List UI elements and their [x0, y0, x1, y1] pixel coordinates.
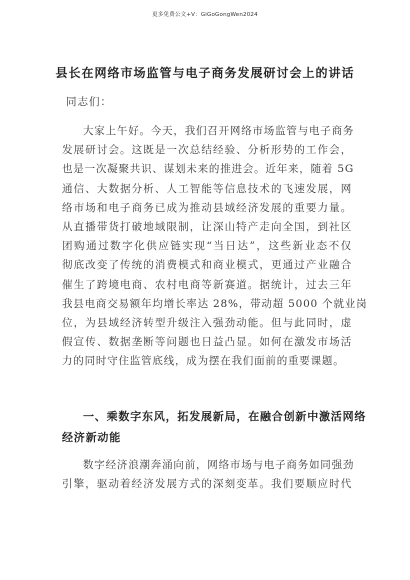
paragraph-line: 引擎，驱动着经济发展方式的深刻变革。我们要顺应时代 [62, 478, 352, 491]
paragraph-line: 假宣传、数据垄断等问题也日益凸显。如何在激发市场活 [62, 336, 352, 349]
paragraph-line: 也是一次凝聚共识、谋划未来的推进会。近年来，随着 5G [62, 163, 355, 176]
paragraph-line: 大家上午好。今天，我们召开网络市场监管与电子商务 [83, 125, 355, 137]
paragraph-line: 力的同时守住监管底线，成为摆在我们面前的重要课题。 [62, 355, 345, 368]
paragraph-line: 催生了跨境电商、农村电商等新赛道。据统计，过去三年 [62, 278, 352, 291]
paragraph-line: 位，为县域经济转型升级注入强劲动能。但与此同时，虚 [62, 316, 352, 329]
paragraph-line: 我县电商交易额年均增长率达 28%，带动超 5000 个就业岗 [62, 297, 368, 310]
paragraph-line: 数字经济浪潮奔涌向前，网络市场与电子商务如同强劲 [83, 459, 355, 471]
heading-line: 一、乘数字东风，拓发展新局，在融合创新中激活网络 [83, 410, 367, 423]
paragraph-1 [62, 122, 368, 371]
document-title: 县长在网络市场监管与电子商务发展研讨会上的讲话 [55, 66, 355, 80]
paragraph-line: 络市场和电子商务已成为推动县域经济发展的重要力量。 [62, 201, 352, 214]
section-heading-1 [62, 406, 367, 448]
heading-line: 经济新动能 [62, 431, 121, 444]
paragraph-2 [62, 456, 355, 494]
paragraph-line: 发展研讨会。这既是一次总结经验、分析形势的工作会， [62, 144, 352, 157]
salutation: 同志们： [66, 96, 112, 108]
paragraph-line: 团购通过数字化供应链实现“当日达”，这些新业态不仅 [62, 240, 352, 253]
paragraph-line: 通信、大数据分析、人工智能等信息技术的飞速发展，网 [62, 182, 352, 195]
paragraph-line: 从直播带货打破地域限制，让深山特产走向全国，到社区 [62, 220, 352, 233]
header-note: 更多免费公文+V：GiGoGongWen2024 [152, 12, 258, 18]
paragraph-line: 彻底改变了传统的消费模式和商业模式，更通过产业融合 [62, 259, 352, 272]
